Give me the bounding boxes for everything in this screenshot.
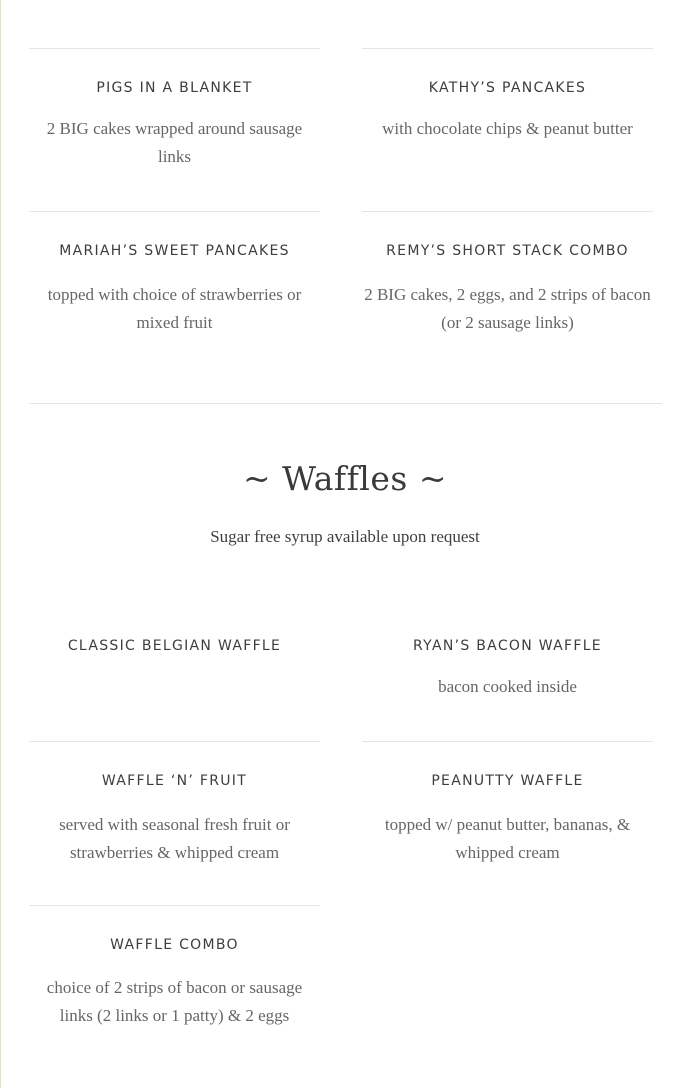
menu-item-description: 2 BIG cakes, 2 eggs, and 2 strips of bacon (or 2 sausage links) — [364, 285, 651, 332]
menu-item-description: 2 BIG cakes wrapped around sausage links — [46, 119, 303, 166]
divider — [362, 48, 653, 49]
menu-item-name: MARIAH’S SWEET PANCAKES — [59, 243, 290, 259]
divider — [29, 905, 320, 906]
menu-item-pigs-in-a-blanket — [29, 79, 320, 171]
menu-item-remys-short-stack-combo — [362, 242, 653, 337]
menu-item-waffle-n-fruit — [29, 772, 320, 867]
menu-item-description: served with seasonal fresh fruit or strawberries & whipped cream — [59, 815, 290, 862]
menu-item-name: PEANUTTY WAFFLE — [431, 773, 584, 789]
menu-item-name: KATHY’S PANCAKES — [428, 80, 587, 96]
menu-item-classic-belgian-waffle — [29, 637, 320, 655]
menu-item-kathys-pancakes — [362, 79, 653, 143]
menu-item-description: bacon cooked inside — [438, 677, 577, 696]
divider — [29, 211, 320, 212]
divider — [29, 741, 320, 742]
section-title: ~ Waffles ~ — [243, 459, 447, 498]
menu-item-peanutty-waffle — [362, 772, 653, 867]
menu-item-name: WAFFLE COMBO — [110, 937, 239, 953]
menu-item-name: CLASSIC BELGIAN WAFFLE — [67, 638, 282, 654]
menu-item-description: topped w/ peanut butter, bananas, & whipped cream — [384, 815, 631, 862]
menu-item-description: topped with choice of strawberries or mixed fruit — [47, 285, 302, 332]
divider — [29, 48, 320, 49]
menu-item-name: WAFFLE ‘N’ FRUIT — [101, 773, 248, 789]
menu-item-waffle-combo — [29, 936, 320, 1030]
menu-item-mariahs-sweet-pancakes — [29, 242, 320, 337]
divider — [362, 741, 653, 742]
menu-item-description: with chocolate chips & peanut butter — [382, 119, 633, 138]
section-note: Sugar free syrup available upon request — [210, 527, 480, 546]
section-divider — [29, 403, 662, 404]
menu-item-description: choice of 2 strips of bacon or sausage links (2 links or 1 patty) & 2 eggs — [46, 978, 303, 1025]
menu-item-name: RYAN’S BACON WAFFLE — [413, 638, 602, 654]
divider — [362, 211, 653, 212]
menu-item-ryans-bacon-waffle — [362, 637, 653, 701]
menu-item-name: REMY’S SHORT STACK COMBO — [386, 243, 629, 259]
menu-item-name: PIGS IN A BLANKET — [96, 80, 253, 96]
